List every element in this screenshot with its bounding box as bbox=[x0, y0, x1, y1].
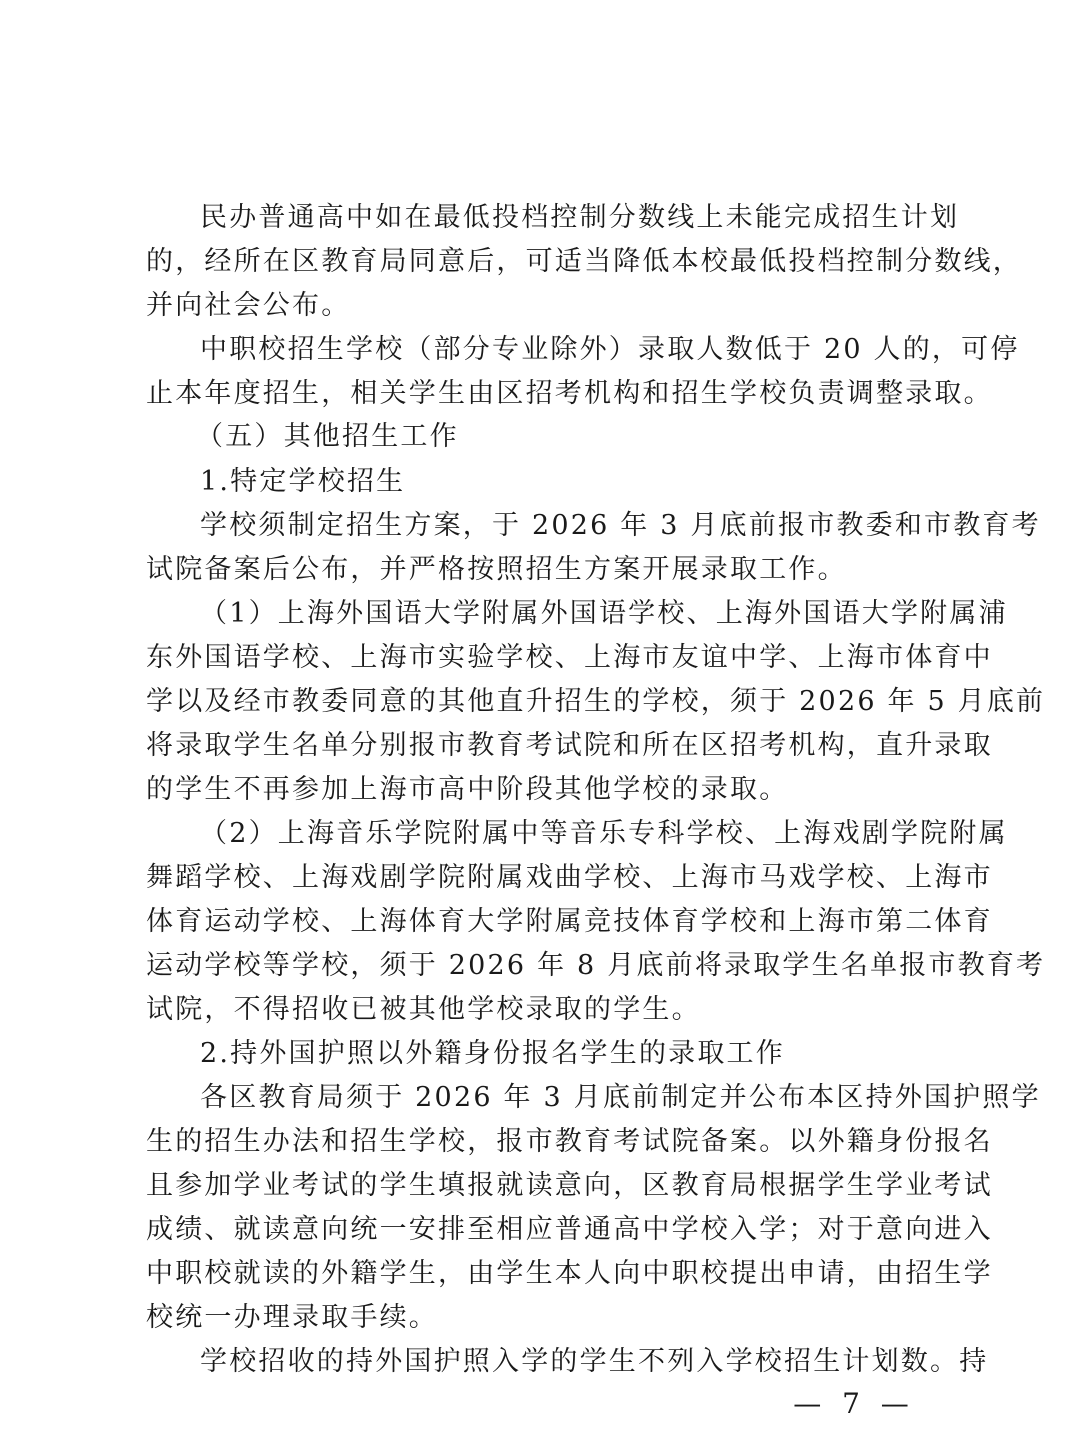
paragraph-6-line-3: 且参加学业考试的学生填报就读意向，区教育局根据学生学业考试 bbox=[146, 1170, 993, 1201]
paragraph-6-line-2: 生的招生办法和招生学校，报市教育考试院备案。以外籍身份报名 bbox=[146, 1126, 993, 1157]
paragraph-5-line-2: 舞蹈学校、上海戏剧学院附属戏曲学校、上海市马戏学校、上海市 bbox=[146, 862, 993, 893]
paragraph-4-line-3: 学以及经市教委同意的其他直升招生的学校，须于 2026 年 5 月底前 bbox=[146, 686, 1046, 717]
paragraph-1-line-3: 并向社会公布。 bbox=[146, 290, 351, 321]
paragraph-6-line-5: 中职校就读的外籍学生，由学生本人向中职校提出申请，由招生学 bbox=[146, 1258, 993, 1289]
paragraph-4-line-1: （1）上海外国语大学附属外国语学校、上海外国语大学附属浦 bbox=[200, 598, 1008, 629]
paragraph-2-line-2: 止本年度招生，相关学生由区招考机构和招生学校负责调整录取。 bbox=[146, 378, 993, 409]
paragraph-4-line-2: 东外国语学校、上海市实验学校、上海市友谊中学、上海市体育中 bbox=[146, 642, 993, 673]
paragraph-5-line-1: （2）上海音乐学院附属中等音乐专科学校、上海戏剧学院附属 bbox=[200, 818, 1008, 849]
page-number: — 7 — bbox=[793, 1387, 915, 1420]
paragraph-3-line-1: 学校须制定招生方案，于 2026 年 3 月底前报市教委和市教育考 bbox=[200, 510, 1041, 541]
paragraph-2-line-1: 中职校招生学校（部分专业除外）录取人数低于 20 人的，可停 bbox=[200, 334, 1020, 365]
paragraph-1-line-1: 民办普通高中如在最低投档控制分数线上未能完成招生计划 bbox=[200, 202, 960, 233]
paragraph-5-line-3: 体育运动学校、上海体育大学附属竞技体育学校和上海市第二体育 bbox=[146, 906, 993, 937]
subheading-2: 2.持外国护照以外籍身份报名学生的录取工作 bbox=[200, 1038, 785, 1069]
paragraph-7-line-1: 学校招收的持外国护照入学的学生不列入学校招生计划数。持 bbox=[200, 1346, 989, 1377]
paragraph-5-line-4: 运动学校等学校，须于 2026 年 8 月底前将录取学生名单报市教育考 bbox=[146, 950, 1046, 981]
paragraph-6-line-4: 成绩、就读意向统一安排至相应普通高中学校入学；对于意向进入 bbox=[146, 1214, 993, 1245]
section-heading-5: （五）其他招生工作 bbox=[196, 421, 459, 452]
paragraph-3-line-2: 试院备案后公布，并严格按照招生方案开展录取工作。 bbox=[146, 554, 847, 585]
paragraph-6-line-1: 各区教育局须于 2026 年 3 月底前制定并公布本区持外国护照学 bbox=[200, 1082, 1041, 1113]
paragraph-4-line-4: 将录取学生名单分别报市教育考试院和所在区招考机构，直升录取 bbox=[146, 730, 993, 761]
subheading-1: 1.特定学校招生 bbox=[200, 466, 406, 497]
paragraph-6-line-6: 校统一办理录取手续。 bbox=[146, 1302, 438, 1333]
paragraph-5-line-5: 试院，不得招收已被其他学校录取的学生。 bbox=[146, 994, 701, 1025]
paragraph-1-line-2: 的，经所在区教育局同意后，可适当降低本校最低投档控制分数线， bbox=[146, 246, 1022, 277]
paragraph-4-line-5: 的学生不再参加上海市高中阶段其他学校的录取。 bbox=[146, 774, 789, 805]
